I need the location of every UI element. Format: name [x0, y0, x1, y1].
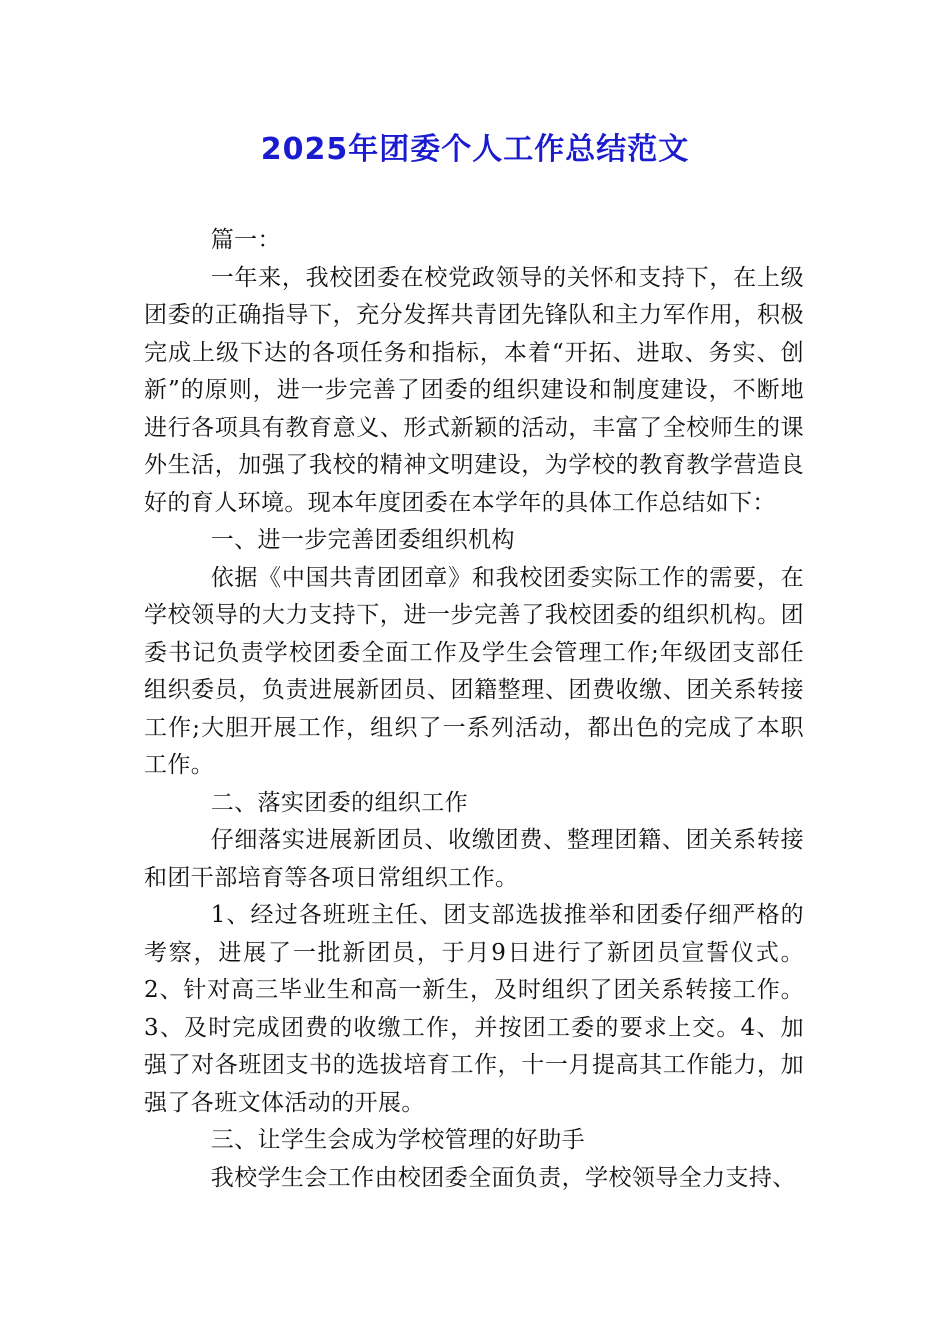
document-title: 2025年团委个人工作总结范文 — [260, 132, 690, 167]
section-heading-1: 一、进一步完善团委组织机构 — [210, 527, 515, 553]
section-2-list-paragraph: 1、经过各班班主任、团支部选拔推举和团委仔细严格的考察，进展了一批新团员，于月9日进行了新团员宣誓仪式。2、针对高三毕业生和高一新生，及时组织了团关系转接工作。3、及时完成团费的收缴工作，并按团工委的要求上交。4、加强了对各班团支书的选拔培育工作，十一月提高其工作能力，加强了各班文体活动的开展。 — [144, 902, 804, 1116]
section-1-paragraph: 依据《中国共青团团章》和我校团委实际工作的需要，在学校领导的大力支持下，进一步完善了我校团委的组织机构。团委书记负责学校团委全面工作及学生会管理工作;年级团支部任组织委员，负责进展新团员、团籍整理、团费收缴、团关系转接工作;大胆开展工作，组织了一系列活动，都出色的完成了本职工作。 — [144, 564, 804, 778]
section-2-paragraph: 仔细落实进展新团员、收缴团费、整理团籍、团关系转接和团干部培育等各项日常组织工作。 — [144, 827, 804, 891]
section-3-paragraph: 我校学生会工作由校团委全面负责，学校领导全力支持、 — [210, 1164, 796, 1191]
section-heading-3: 三、让学生会成为学校管理的好助手 — [210, 1127, 586, 1153]
intro-paragraph: 一年来，我校团委在校党政领导的关怀和支持下，在上级团委的正确指导下，充分发挥共青团先锋队和主力军作用，积极完成上级下达的各项任务和指标，本着“开拓、进取、务实、创新”的原则，进一步完善了团委的组织建设和制度建设，不断地进行各项具有教育意义、形式新颖的活动，丰富了全校师生的课外生活，加强了我校的精神文明建设，为学校的教育教学营造良好的育人环境。现本年度团委在本学年的具体工作总结如下： — [144, 264, 804, 516]
section-label: 篇一： — [210, 227, 281, 253]
document-body — [144, 222, 804, 1197]
section-heading-2: 二、落实团委的组织工作 — [210, 789, 469, 816]
